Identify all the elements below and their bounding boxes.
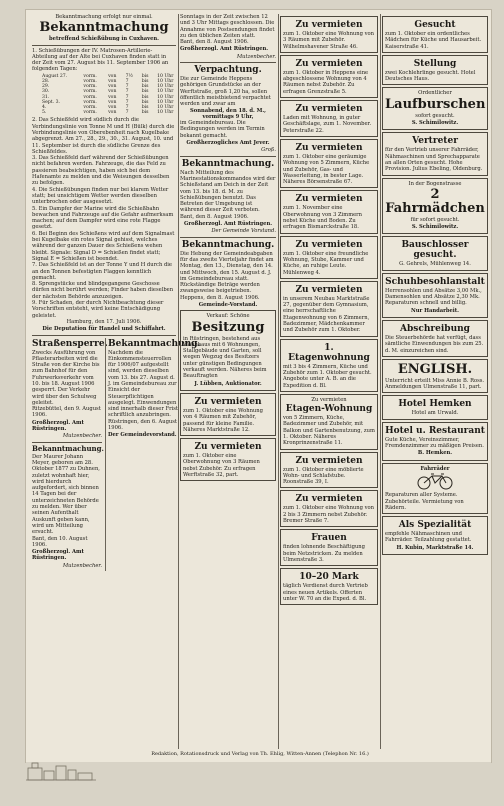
shoe-repair-ad xyxy=(382,273,488,318)
restaurant-text: Gute Küche, Vereinszimmer, Fremdenzimmer zu mäßigen Preisen. xyxy=(385,436,484,450)
archive-stamp-icon xyxy=(26,762,491,782)
rent-ad-title: Zu vermieten xyxy=(194,442,262,453)
rent-ad-title: Zu vermieten xyxy=(295,20,363,30)
schedule-cell: vorm. xyxy=(83,73,97,79)
schedule-cell: vorm. xyxy=(83,105,97,110)
schedule-cell: von xyxy=(108,94,117,100)
notice-e-title: Bekanntmachung. xyxy=(181,239,275,250)
intro-note: Bekanntmachung erfolgt nur einmal. xyxy=(55,14,153,20)
column-rule-2 xyxy=(278,14,279,749)
schedule-cell: 4. xyxy=(42,105,47,110)
schedule-cell: bis xyxy=(141,89,149,95)
rent-ad-title: Zu vermieten xyxy=(295,239,363,250)
errand-boy-text: sofort gesucht. xyxy=(415,112,455,119)
notice-e-date: Heppens, den 8. August 1906. xyxy=(180,294,260,301)
schedule-cell: 10 Uhr xyxy=(157,78,174,84)
rent-ad-2b xyxy=(180,438,276,481)
errand-boy-title: Laufburschen xyxy=(385,96,486,112)
earnings-ad xyxy=(280,568,378,605)
schedule-cell: 7 xyxy=(125,78,129,84)
rent-ad-text: zum 1. Oktober in Heppens eine abgeschlossene Wohnung von 4 Räumen nebst Zubehör. Zu erfragen Grenzstraße 5. xyxy=(283,69,369,95)
earnings-text: täglich Verdienst durch Vertrieb eines neuen Artikels. Offerten unter W. 70 an die Exped. d. Bl. xyxy=(283,583,368,602)
rent-ad-text: zum 1. Oktober eine Oberwohnung von 3 Räumen nebst Zubehör. Zu erfragen Werftstraße 32, part. xyxy=(183,453,260,479)
rent-ad-3f xyxy=(280,236,378,279)
street-closure-signatory: Mutzenbecher. xyxy=(62,433,102,440)
schedule-cell: von xyxy=(108,110,117,116)
tax-ad xyxy=(382,320,488,357)
main-announcement-title: Bekanntmachung xyxy=(39,20,169,36)
schedule-table xyxy=(40,74,184,116)
paragraph-7: 7. Das Schießfeld ist an der Tonne Y und H durch die an den Tonnen befestigten Flaggen kenntlich gemacht. xyxy=(32,262,172,281)
agent-ad xyxy=(382,132,488,175)
post-notice-date: Bant, den 8. August 1906. xyxy=(180,39,249,46)
restaurant-title: Hotel u. Restaurant xyxy=(385,425,485,436)
lower-left-notices xyxy=(32,338,108,572)
schedule-cell: 10 Uhr xyxy=(157,110,174,116)
street-closure-text: Zwecks Ausführung von Pflasterarbeiten wird die Straße von der Kirche bis zum Bahnhof für den Fuhrwerksverkehr vom 10. bis 18. August 1906 gesperrt. Der Verkehr wird über den Schulweg geleitet. xyxy=(32,349,100,406)
column-2 xyxy=(180,14,276,749)
main-announcement-subtitle: betreffend Schießübung in Cuxhaven. xyxy=(49,36,159,43)
paragraph-6: 6. Bei Beginn des Schießens wird auf dem Signalmast bei Kugelbake ein rotes Signal gehisst, welches während der ganzen Dauer des Schießens wehen bleibt. Signale: Signal D = Schießen findet statt; Signal E = Schießen ist beendet. xyxy=(32,230,175,262)
column-rule-1 xyxy=(178,14,179,749)
women-work-text: finden lohnende Beschäftigung beim Netzstricken. Zu melden Ulmenstraße 3. xyxy=(283,544,365,563)
schedule-cell: bis xyxy=(141,84,149,90)
imprint-footer: Redaktion, Rotationsdruck und Verlag von Th. Ehlig, Witten-Annen (Telephon Nr. 16.) xyxy=(151,751,369,757)
post-notice-text: Sonntags in der Zeit zwischen 12 und 3 Uhr Mittags geschlossen. Die Annahme von Postsendungen findet zu den üblichen Zeiten statt. xyxy=(180,14,275,39)
hotel-hemken-ad xyxy=(382,395,488,419)
lease-signatory: Groß. xyxy=(261,147,276,154)
shoe-repair-title: Schuhbesohlanstalt xyxy=(385,276,485,287)
notice-e-signature: Gemeinde-Vorstand. xyxy=(198,301,258,308)
notice-c-date: Rüstringen, den 6. August 1906. xyxy=(108,418,177,432)
restaurant-signature: B. Hemken. xyxy=(417,450,453,457)
specialty-signature: H. Kubin, Marktstraße 14. xyxy=(396,544,474,551)
schedule-cell: Sept. 3. xyxy=(42,99,60,105)
earnings-title: 10–20 Mark xyxy=(299,572,359,583)
property-text: in Rüstringen, bestehend aus Wohnhaus mit 6 Wohnungen, Stallgebäude und Garten, soll wegen Wegzug des Besitzers unter günstigen Bedingungen verkauft werden. Näheres beim Beauftragten xyxy=(183,335,267,380)
notice-c-text: Nachdem die Einkommensteuerrollen für 1906/07 aufgestellt sind, werden dieselben vom 13. bis 27. August d. J. im Gemeindebureau zur Einsicht der Steuerpflichtigen ausgelegt. Einwendungen sind innerhalb dieser Frist schriftlich anzubringen. xyxy=(108,349,178,419)
paragraph-4: 4. Die Schießübungen finden nur bei klarem Wetter statt; bei unsichtigem Wetter werden dieselben unterbrochen oder ausgesetzt. xyxy=(32,186,169,206)
specialty-text: empfehle Nähmaschinen und Fahrräder. Teilzahlung gestattet. xyxy=(385,531,472,544)
rent-ad-3i xyxy=(280,490,378,527)
divider xyxy=(32,45,176,46)
notice-b-text: Der Maurer Johann Meyer, geboren am 28. Oktober 1877 zu Duhnen, zuletzt wohnhaft hier, wird hierdurch aufgefordert, sich binnen 14 Tagen bei der unterzeichneten Behörde zu melden. Wer über seinen Aufenthalt Auskunft geben kann, wird um Mitteilung ersucht. xyxy=(32,453,100,536)
schedule-cell: 10 Uhr xyxy=(157,73,174,79)
errand-boy-ad xyxy=(382,87,488,130)
divider xyxy=(180,62,276,63)
english-title: ENGLISH. xyxy=(397,361,473,377)
rent-ad-3c xyxy=(280,100,378,137)
locksmith-title: Bauschlosser gesucht. xyxy=(401,240,469,261)
schedule-cell: bis xyxy=(141,73,149,79)
schedule-cell: von xyxy=(108,105,117,110)
column-4 xyxy=(382,14,488,749)
rent-ad-title: Zu vermieten xyxy=(295,455,363,466)
girls-kicker: In der Bogenstrasse xyxy=(408,180,462,187)
schedule-cell: 7 xyxy=(125,99,129,105)
rent-ad-title: Zu vermieten xyxy=(194,396,262,407)
announcement-signature: Die Deputation für Handel und Schiffahrt. xyxy=(42,326,166,333)
girls-ad xyxy=(382,178,488,235)
locksmith-text: G. Gehrels, Mühlenweg 14. xyxy=(399,261,471,268)
schedule-cell: 10 Uhr xyxy=(157,84,174,90)
women-work-title: Frauen xyxy=(311,533,347,544)
property-kicker: Verkauf: Schöne xyxy=(206,313,250,320)
notice-c-signature: Der Gemeindevorstand. xyxy=(108,432,177,439)
bicycle-kicker: Fahrräder xyxy=(420,465,450,472)
etagen-title: Etagen-Wohnung xyxy=(285,404,373,415)
announcement-date: Hamburg, den 17. Juli 1906. xyxy=(66,318,142,325)
rent-ad-text: zum 1. Oktober eine geräumige Wohnung von 5 Zimmern, Küche und Zubehör, Gas- und Wasserleitung, in bester Lage. Näheres Börsenstraße 67. xyxy=(283,153,370,186)
schedule-cell: August 27. xyxy=(42,73,68,79)
rent-ad-text: zum 1. Oktober eine Wohnung von 2 bis 3 Zimmern nebst Zubehör. Bremer Straße 7. xyxy=(283,505,374,525)
etagen-text: von 5 Zimmern, Küche, Badezimmer und Zubehör, mit Balkon und Gartenbenutzung, zum 1. Oktober. Näheres Kronprinzenstraße 11. xyxy=(283,415,375,447)
specialty-ad xyxy=(382,516,488,555)
schedule-cell: vorm. xyxy=(83,94,97,100)
restaurant-ad xyxy=(382,422,488,461)
property-title: Besitzung xyxy=(191,319,265,335)
rent-ad-3g xyxy=(280,281,378,337)
girls-title: 2 Fahrmädchen xyxy=(385,186,485,216)
schedule-cell: vorm. xyxy=(83,78,97,84)
hotel-hemken-title: Hotel Hemken xyxy=(398,399,472,410)
divider xyxy=(180,156,276,157)
schedule-cell: 7½ xyxy=(125,73,133,79)
notice-b-date: Bant, den 10. August 1906. xyxy=(32,535,88,548)
schedule-cell: 5. xyxy=(42,110,47,116)
rent-ad-text: zum 1. Oktober eine freundliche Wohnung, Stube, Kammer und Küche, an ruhige Leute. Mühlenweg 4. xyxy=(283,250,369,276)
notice-d-date: Bant, den 8. August 1906. xyxy=(180,213,249,220)
schedule-cell: von xyxy=(108,99,117,105)
wanted-text: zum 1. Oktober ein ordentliches Mädchen für Küche und Hausarbeit. Kaiserstraße 41. xyxy=(385,31,482,50)
schedule-cell: von xyxy=(108,78,117,84)
etagen-kicker: Zu vermieten xyxy=(311,396,347,403)
schedule-cell: 29. xyxy=(42,84,50,90)
agent-text: für den Vertrieb unserer Fahrräder, Nähmaschinen und Sprechapparate an allen Orten gesucht. Hohe Provision. Julius Ebeling, Oldenburg. xyxy=(385,147,483,173)
rent-ad-3b xyxy=(280,55,378,98)
schedule-cell: 31. xyxy=(42,94,50,100)
notice-d-signatory: Der Gemeinde Vorstand. xyxy=(211,228,276,235)
schedule-cell: 10 Uhr xyxy=(157,99,174,105)
errand-boy-kicker: Ordentlicher xyxy=(418,90,452,97)
schedule-cell: vorm. xyxy=(83,99,97,105)
locksmith-ad xyxy=(382,236,488,270)
notice-b-title: Bekanntmachung. xyxy=(32,443,104,453)
lower-right-notices xyxy=(105,338,201,572)
rent-ad-title: Zu vermieten xyxy=(295,494,363,505)
schedule-cell: 7 xyxy=(125,110,129,116)
rent-ad-text: zum 1. Oktober eine Wohnung von 3 Räumen mit Zubehör. Wilhelmshavener Straße 46. xyxy=(283,31,374,50)
column-3 xyxy=(280,14,378,749)
rent-ad-title: Zu vermieten xyxy=(295,194,363,205)
shoe-repair-signature: Nur Handarbeit. xyxy=(411,307,459,314)
rent-ad-2a xyxy=(180,393,276,436)
street-closure-title: Straßensperre. xyxy=(32,338,108,349)
rent-ad-text: Laden mit Wohnung, in guter Geschäftslage, zum 1. November. Peterstraße 22. xyxy=(283,115,372,134)
rent-ad-text: zum 1. November eine Oberwohnung von 3 Zimmern nebst Küche und Boden. Zu erfragen Bismarckstraße 18. xyxy=(283,205,363,231)
hotel-hemken-subtitle: Hotel am Urwald. xyxy=(411,410,459,417)
property-ad xyxy=(180,310,276,391)
english-text: Unterricht erteilt Miss Annie B. Ross. Anmeldungen Ulmenstraße 11, part. xyxy=(385,377,485,391)
tax-title: Abschreibung xyxy=(400,323,470,334)
lease-title: Verpachtung. xyxy=(194,65,262,76)
shoe-repair-text: Herrensohlen und Absätze 3,00 Mk., Damensohlen und Absätze 2,30 Mk. Reparaturen schnell und billig. xyxy=(385,287,482,307)
schedule-cell: vorm. xyxy=(83,89,97,95)
notice-e-text: Die Hebung der Gemeindeabgaben für das zweite Vierteljahr findet am Montag, den 13., Dienstag, den 14. und Mittwoch, den 15. August d. J. im Gemeindebureau statt. Rückständige Beträge werden zwangsweise beigetrieben. xyxy=(180,250,274,295)
street-closure-date: Ritzebüttel, den 9. August 1906. xyxy=(32,406,101,419)
position-text: zwei Kochlehrlinge gesucht. Hotel Deutsches Haus. xyxy=(385,69,476,83)
lease-text: Die zur Gemeinde Heppens gehörigen Grundstücke an der Werftstraße, groß 1,20 ha, sollen öffentlich meistbietend verpachtet werden und zwar am xyxy=(180,76,271,108)
schedule-cell: bis xyxy=(141,105,149,110)
schedule-cell: 10 Uhr xyxy=(157,94,174,100)
rent-ad-title: Zu vermieten xyxy=(295,142,363,153)
position-ad xyxy=(382,55,488,86)
paragraph-2: 2. Das Schießfeld wird südlich durch die Verbindungslinie von Tonne M und H (Bülk) durch die Verbindungslinie von Oberebenheit nach Kugelbake abgegrenzt. Am 27., 28., 29., 30., 31. August, 10. und 11. September ist durch die südliche Grenze des Schießfeldes. xyxy=(32,117,175,155)
post-notice-signatory: Mutzenbecher. xyxy=(236,53,276,60)
agent-title: Vertreter xyxy=(412,136,458,147)
bicycle-icon xyxy=(385,472,485,492)
schedule-cell: 7 xyxy=(125,89,129,95)
schedule-cell: 10 Uhr xyxy=(157,89,174,95)
position-title: Stellung xyxy=(413,58,457,69)
lower-notices xyxy=(32,338,201,572)
divider xyxy=(32,442,102,443)
schedule-cell: 30. xyxy=(42,89,50,95)
rent-ad-title: Zu vermieten xyxy=(295,58,363,69)
paragraph-5: 5. Ein Dampfer der Marine wird die Schießbahn bewachen und Fahrzeuge auf die Gefahr aufmerksam machen; auf dem Dampfer wird eine rote Flagge gesetzt. xyxy=(32,205,174,231)
schedule-cell: 7 xyxy=(125,84,129,90)
rent-ad-3d xyxy=(280,139,378,188)
notice-d-text: Nach Mitteilung des Marinestationskommandos wird der Schießstand am Deich in der Zeit vom 13. bis 18. d. M. zu Schießübungen benutzt. Das Betreten der Umgebung ist während dieser Zeit verboten. xyxy=(180,169,276,214)
floor-apartment-ad xyxy=(280,339,378,392)
column-1 xyxy=(32,14,201,749)
schedule-cell: von xyxy=(108,73,117,79)
schedule-cell: bis xyxy=(141,94,149,100)
english-ad xyxy=(382,359,488,394)
schedule-cell: vorm. xyxy=(83,84,97,90)
floor-apartment-text: mit 3 bis 4 Zimmern, Küche und Zubehör zum 1. Oktober gesucht. Angebote unter A. B. an die Expedition d. Bl. xyxy=(283,363,372,389)
schedule-cell: 10 Uhr xyxy=(157,105,174,110)
divider xyxy=(32,335,176,336)
schedule-cell: von xyxy=(108,84,117,90)
schedule-cell: von xyxy=(108,89,117,95)
notice-b-signature: Großherzogl. Amt Rüstringen. xyxy=(32,549,84,562)
property-signature: J. Lübben, Auktionator. xyxy=(194,380,262,387)
street-closure-signature: Großherzogl. Amt Rüstringen. xyxy=(32,419,84,433)
rent-ad-text: in unserem Neubau Marktstraße 27, gegenüber dem Gymnasium, eine herrschaftliche Etagenwohnung von 6 Zimmern, Badezimmer, Mädchenkammer und Zubehör zum 1. Oktober. xyxy=(283,295,370,334)
lease-signature: Großherzogliches Amt Jever. xyxy=(186,140,270,147)
specialty-title: Als Spezialität xyxy=(398,520,472,531)
wanted-ad xyxy=(382,16,488,53)
schedule-cell: 28. xyxy=(42,78,50,84)
notice-b-signatory: Mutzenbecher. xyxy=(62,562,102,569)
lease-location: im Gemeindebureau. Die Bedingungen werden im Termin bekannt gemacht. xyxy=(180,120,265,139)
lease-date: Sonnabend, den 18. d. M., vormittags 9 Uhr, xyxy=(190,107,266,120)
notice-d-title: Bekanntmachung. xyxy=(181,158,275,169)
schedule-cell: 7 xyxy=(125,105,129,110)
errand-boy-signature: S. Schimilowitz. xyxy=(411,120,459,127)
divider xyxy=(180,237,276,238)
schedule-cell: bis xyxy=(141,99,149,105)
rent-ad-text: zum 1. Oktober eine möblierte Wohn- und Schlafstube. Roonstraße 39, I. xyxy=(283,466,364,486)
notice-c-title: Bekanntmachung. xyxy=(108,338,201,349)
bicycle-ad xyxy=(382,463,488,514)
rent-ad-3a xyxy=(280,16,378,53)
bicycle-text: Reparaturen aller Systeme. Zubehörteile. Vermietung von Rädern. xyxy=(385,492,464,511)
post-notice-signature: Großherzogl. Amt Rüstringen. xyxy=(180,46,269,53)
rent-ad-3e xyxy=(280,190,378,233)
paragraph-3: 3. Das Schießfeld darf während der Schießübungen nicht befahren werden. Fahrzeuge, die das Feld zu passieren beabsichtigen, haben sich bei dem Hafenamte zu melden und die Weisungen desselben zu befolgen. xyxy=(32,155,170,187)
paragraph-1: 1. Schießübungen der IV. Matrosen-Artillerie-Abteilung auf der Alte bei Cuxhaven finden statt in der Zeit vom 27. August bis 11. September 1906 an folgenden Tagen: xyxy=(32,47,169,73)
etagen-ad xyxy=(280,394,378,450)
rent-ad-title: Zu vermieten xyxy=(295,284,363,295)
schedule-cell: 7 xyxy=(125,94,129,100)
girls-signature: S. Schimilowitz. xyxy=(411,224,459,231)
wanted-title: Gesucht xyxy=(414,20,456,30)
paragraph-9: 9. Für Schaden, der durch Nichtbeachtung dieser Vorschriften entsteht, wird keine Entschädigung geleistet. xyxy=(32,300,164,319)
rent-ad-3h xyxy=(280,452,378,489)
schedule-row xyxy=(40,110,184,115)
schedule-cell: bis xyxy=(141,110,149,116)
rent-ad-title: Zu vermieten xyxy=(295,104,363,115)
notice-d-signature: Großherzogl. Amt Rüstringen. xyxy=(183,221,273,228)
schedule-cell: vorm. xyxy=(83,110,97,116)
column-rule-3 xyxy=(380,14,381,749)
paragraph-8: 8. Sprengstücke und blindgegangene Geschosse dürfen nicht berührt werden; Finder haben dieselben der nächsten Behörde anzuzeigen. xyxy=(32,281,174,300)
girls-text: für sofort gesucht. xyxy=(410,216,460,223)
floor-apartment-title: 1. Etagenwohnung xyxy=(288,342,370,363)
women-work-ad xyxy=(280,529,378,566)
tax-text: Die Steuerbehörde hat verfügt, dass sämtliche Einwendungen bis zum 25. d. M. einzureichen sind. xyxy=(385,334,484,354)
rent-ad-text: zum 1. Oktober eine Wohnung von 4 Räumen mit Zubehör, passend für kleine Familie. Näheres Marktstraße 12. xyxy=(183,407,263,433)
schedule-cell: bis xyxy=(141,78,149,84)
